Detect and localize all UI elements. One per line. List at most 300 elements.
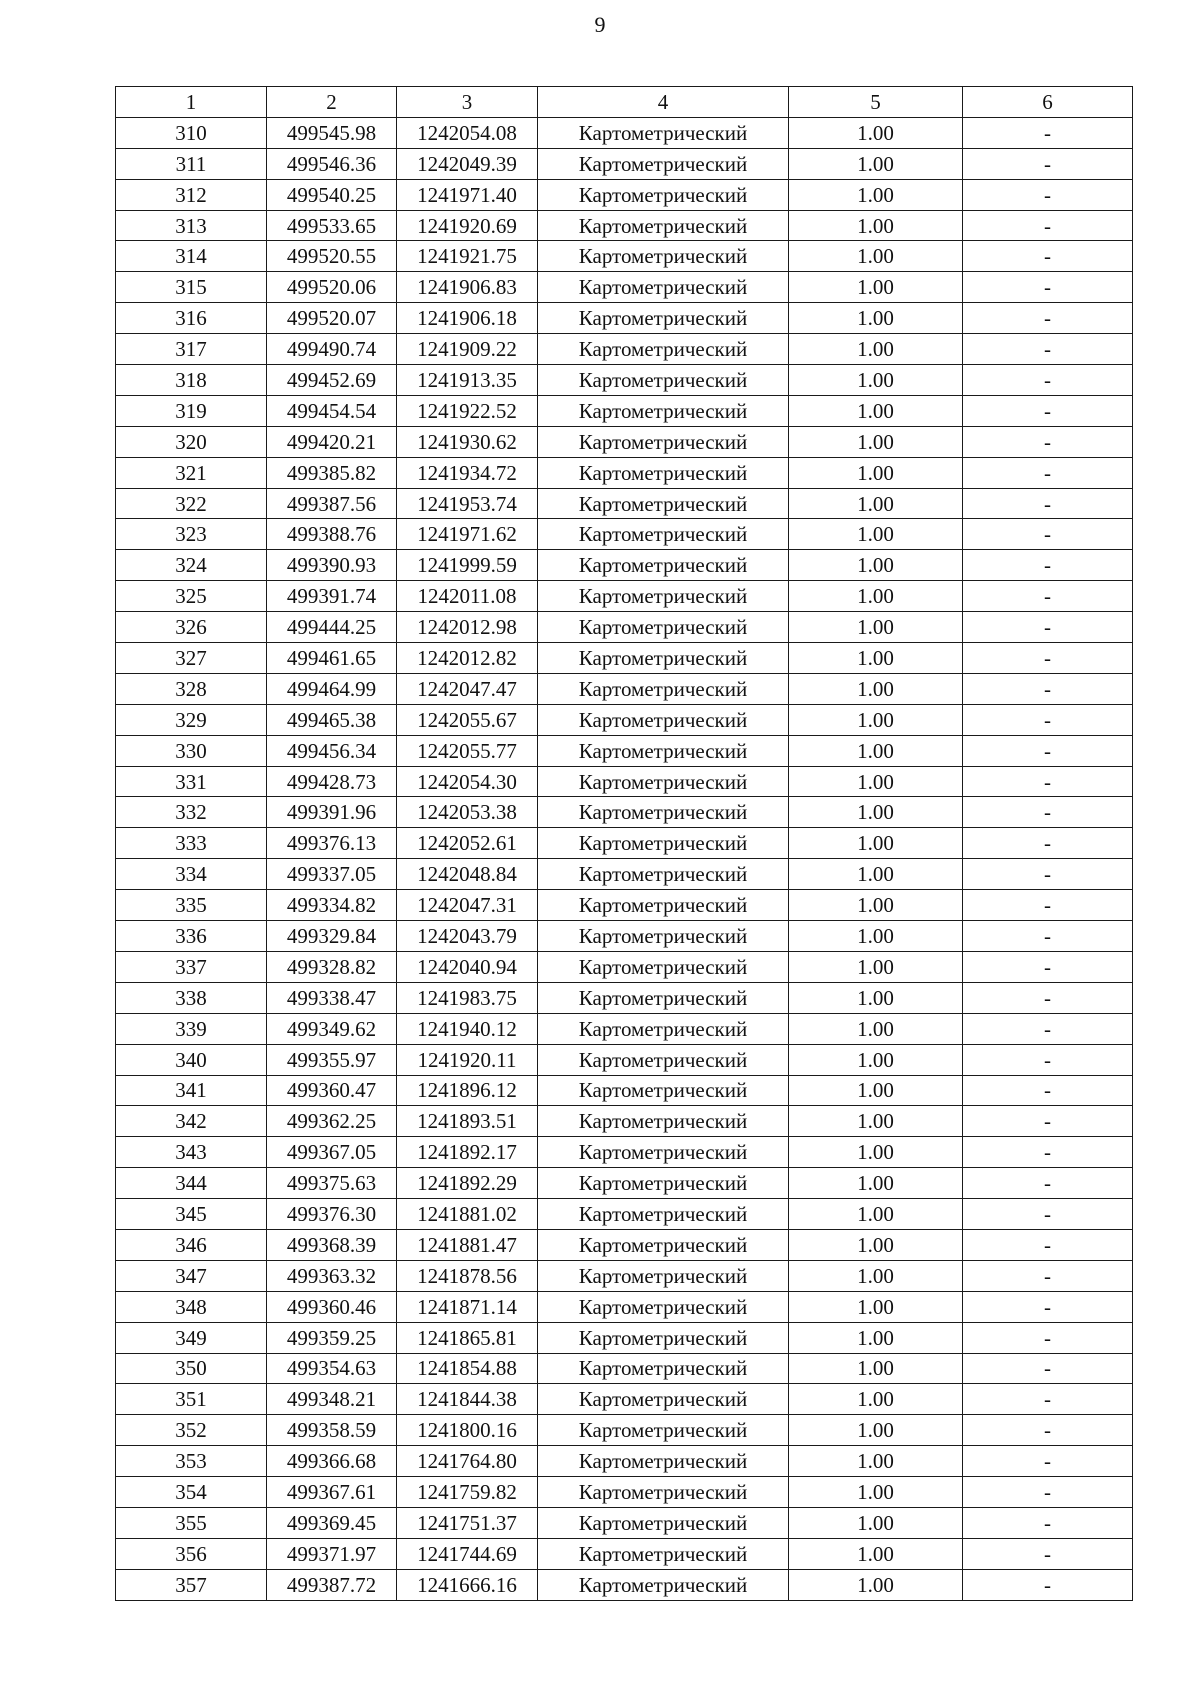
accuracy-cell: 1.00 [789,704,963,735]
column-header-4: 4 [538,87,789,118]
description-cell: - [963,117,1133,148]
table-row [116,673,1133,704]
description-cell: - [963,735,1133,766]
y-coordinate-cell: 1241881.47 [397,1229,538,1260]
accuracy-cell: 1.00 [789,457,963,488]
description-cell: - [963,1137,1133,1168]
description-cell: - [963,1291,1133,1322]
point-number-cell: 330 [116,735,267,766]
method-cell: Картометрический [538,766,789,797]
column-header-3: 3 [397,87,538,118]
x-coordinate-cell: 499329.84 [267,921,397,952]
x-coordinate-cell: 499546.36 [267,148,397,179]
description-cell: - [963,1477,1133,1508]
y-coordinate-cell: 1241921.75 [397,241,538,272]
accuracy-cell: 1.00 [789,1384,963,1415]
y-coordinate-cell: 1241920.11 [397,1044,538,1075]
table-row [116,1569,1133,1600]
accuracy-cell: 1.00 [789,1477,963,1508]
method-cell: Картометрический [538,1538,789,1569]
point-number-cell: 336 [116,921,267,952]
point-number-cell: 344 [116,1168,267,1199]
point-number-cell: 338 [116,982,267,1013]
point-number-cell: 350 [116,1353,267,1384]
point-number-cell: 347 [116,1260,267,1291]
y-coordinate-cell: 1242012.98 [397,612,538,643]
table-row [116,859,1133,890]
method-cell: Картометрический [538,1137,789,1168]
table-row [116,272,1133,303]
description-cell: - [963,1199,1133,1230]
description-cell: - [963,859,1133,890]
point-number-cell: 337 [116,951,267,982]
y-coordinate-cell: 1242043.79 [397,921,538,952]
description-cell: - [963,1106,1133,1137]
description-cell: - [963,1075,1133,1106]
method-cell: Картометрический [538,519,789,550]
point-number-cell: 313 [116,210,267,241]
y-coordinate-cell: 1242012.82 [397,643,538,674]
accuracy-cell: 1.00 [789,117,963,148]
method-cell: Картометрический [538,179,789,210]
table-row [116,951,1133,982]
y-coordinate-cell: 1241854.88 [397,1353,538,1384]
accuracy-cell: 1.00 [789,982,963,1013]
x-coordinate-cell: 499465.38 [267,704,397,735]
y-coordinate-cell: 1241800.16 [397,1415,538,1446]
point-number-cell: 356 [116,1538,267,1569]
y-coordinate-cell: 1241920.69 [397,210,538,241]
table-row [116,1168,1133,1199]
method-cell: Картометрический [538,673,789,704]
method-cell: Картометрический [538,859,789,890]
point-number-cell: 335 [116,890,267,921]
method-cell: Картометрический [538,1291,789,1322]
y-coordinate-cell: 1241940.12 [397,1013,538,1044]
point-number-cell: 328 [116,673,267,704]
description-cell: - [963,581,1133,612]
method-cell: Картометрический [538,1044,789,1075]
description-cell: - [963,921,1133,952]
accuracy-cell: 1.00 [789,951,963,982]
point-number-cell: 341 [116,1075,267,1106]
table-row [116,519,1133,550]
method-cell: Картометрический [538,395,789,426]
description-cell: - [963,210,1133,241]
accuracy-cell: 1.00 [789,735,963,766]
table-row [116,457,1133,488]
y-coordinate-cell: 1241896.12 [397,1075,538,1106]
x-coordinate-cell: 499338.47 [267,982,397,1013]
method-cell: Картометрический [538,1446,789,1477]
accuracy-cell: 1.00 [789,272,963,303]
x-coordinate-cell: 499376.30 [267,1199,397,1230]
accuracy-cell: 1.00 [789,1507,963,1538]
method-cell: Картометрический [538,735,789,766]
description-cell: - [963,1044,1133,1075]
y-coordinate-cell: 1242055.77 [397,735,538,766]
table-row [116,395,1133,426]
x-coordinate-cell: 499376.13 [267,828,397,859]
accuracy-cell: 1.00 [789,1446,963,1477]
description-cell: - [963,519,1133,550]
description-cell: - [963,1260,1133,1291]
x-coordinate-cell: 499391.74 [267,581,397,612]
table-row [116,1507,1133,1538]
y-coordinate-cell: 1241751.37 [397,1507,538,1538]
y-coordinate-cell: 1241871.14 [397,1291,538,1322]
method-cell: Картометрический [538,1013,789,1044]
table-row [116,210,1133,241]
method-cell: Картометрический [538,921,789,952]
x-coordinate-cell: 499428.73 [267,766,397,797]
column-header-6: 6 [963,87,1133,118]
point-number-cell: 314 [116,241,267,272]
point-number-cell: 323 [116,519,267,550]
method-cell: Картометрический [538,1415,789,1446]
table-row [116,1353,1133,1384]
point-number-cell: 353 [116,1446,267,1477]
x-coordinate-cell: 499366.68 [267,1446,397,1477]
method-cell: Картометрический [538,797,789,828]
description-cell: - [963,457,1133,488]
accuracy-cell: 1.00 [789,797,963,828]
point-number-cell: 310 [116,117,267,148]
accuracy-cell: 1.00 [789,1106,963,1137]
description-cell: - [963,1013,1133,1044]
point-number-cell: 324 [116,550,267,581]
y-coordinate-cell: 1242054.08 [397,117,538,148]
table-row [116,1415,1133,1446]
table-row [116,1384,1133,1415]
x-coordinate-cell: 499359.25 [267,1322,397,1353]
method-cell: Картометрический [538,457,789,488]
method-cell: Картометрический [538,1199,789,1230]
y-coordinate-cell: 1241759.82 [397,1477,538,1508]
accuracy-cell: 1.00 [789,673,963,704]
description-cell: - [963,272,1133,303]
description-cell: - [963,766,1133,797]
method-cell: Картометрический [538,550,789,581]
description-cell: - [963,148,1133,179]
x-coordinate-cell: 499337.05 [267,859,397,890]
point-number-cell: 348 [116,1291,267,1322]
method-cell: Картометрический [538,612,789,643]
x-coordinate-cell: 499360.46 [267,1291,397,1322]
description-cell: - [963,334,1133,365]
x-coordinate-cell: 499367.05 [267,1137,397,1168]
x-coordinate-cell: 499533.65 [267,210,397,241]
y-coordinate-cell: 1242055.67 [397,704,538,735]
y-coordinate-cell: 1241666.16 [397,1569,538,1600]
x-coordinate-cell: 499368.39 [267,1229,397,1260]
method-cell: Картометрический [538,334,789,365]
accuracy-cell: 1.00 [789,612,963,643]
x-coordinate-cell: 499369.45 [267,1507,397,1538]
y-coordinate-cell: 1241934.72 [397,457,538,488]
point-number-cell: 322 [116,488,267,519]
table-row [116,1229,1133,1260]
description-cell: - [963,673,1133,704]
table-row [116,148,1133,179]
description-cell: - [963,704,1133,735]
accuracy-cell: 1.00 [789,488,963,519]
x-coordinate-cell: 499388.76 [267,519,397,550]
method-cell: Картометрический [538,488,789,519]
y-coordinate-cell: 1242011.08 [397,581,538,612]
table-row [116,1446,1133,1477]
accuracy-cell: 1.00 [789,859,963,890]
description-cell: - [963,1168,1133,1199]
table-row [116,1260,1133,1291]
x-coordinate-cell: 499520.07 [267,303,397,334]
accuracy-cell: 1.00 [789,395,963,426]
method-cell: Картометрический [538,1106,789,1137]
coordinates-table [115,86,1133,1601]
table-row [116,365,1133,396]
table-row [116,1075,1133,1106]
x-coordinate-cell: 499362.25 [267,1106,397,1137]
method-cell: Картометрический [538,426,789,457]
page-number: 9 [594,12,606,37]
accuracy-cell: 1.00 [789,581,963,612]
point-number-cell: 319 [116,395,267,426]
x-coordinate-cell: 499390.93 [267,550,397,581]
x-coordinate-cell: 499545.98 [267,117,397,148]
table-row [116,1106,1133,1137]
description-cell: - [963,426,1133,457]
point-number-cell: 354 [116,1477,267,1508]
point-number-cell: 326 [116,612,267,643]
description-cell: - [963,1353,1133,1384]
x-coordinate-cell: 499444.25 [267,612,397,643]
point-number-cell: 345 [116,1199,267,1230]
accuracy-cell: 1.00 [789,1538,963,1569]
x-coordinate-cell: 499391.96 [267,797,397,828]
table-row [116,1477,1133,1508]
accuracy-cell: 1.00 [789,1353,963,1384]
method-cell: Картометрический [538,1477,789,1508]
accuracy-cell: 1.00 [789,550,963,581]
accuracy-cell: 1.00 [789,1075,963,1106]
x-coordinate-cell: 499520.55 [267,241,397,272]
method-cell: Картометрический [538,828,789,859]
description-cell: - [963,643,1133,674]
point-number-cell: 327 [116,643,267,674]
y-coordinate-cell: 1241893.51 [397,1106,538,1137]
accuracy-cell: 1.00 [789,828,963,859]
y-coordinate-cell: 1241881.02 [397,1199,538,1230]
point-number-cell: 315 [116,272,267,303]
description-cell: - [963,241,1133,272]
y-coordinate-cell: 1241906.83 [397,272,538,303]
method-cell: Картометрический [538,1075,789,1106]
method-cell: Картометрический [538,241,789,272]
accuracy-cell: 1.00 [789,1322,963,1353]
table-row [116,643,1133,674]
table-header-row [116,87,1133,118]
point-number-cell: 346 [116,1229,267,1260]
description-cell: - [963,1569,1133,1600]
method-cell: Картометрический [538,1229,789,1260]
accuracy-cell: 1.00 [789,921,963,952]
table-row [116,982,1133,1013]
x-coordinate-cell: 499420.21 [267,426,397,457]
y-coordinate-cell: 1242052.61 [397,828,538,859]
point-number-cell: 318 [116,365,267,396]
point-number-cell: 316 [116,303,267,334]
accuracy-cell: 1.00 [789,519,963,550]
x-coordinate-cell: 499452.69 [267,365,397,396]
point-number-cell: 331 [116,766,267,797]
table-row [116,241,1133,272]
table-row [116,179,1133,210]
description-cell: - [963,797,1133,828]
x-coordinate-cell: 499334.82 [267,890,397,921]
method-cell: Картометрический [538,1322,789,1353]
table-row [116,488,1133,519]
accuracy-cell: 1.00 [789,890,963,921]
y-coordinate-cell: 1242047.31 [397,890,538,921]
accuracy-cell: 1.00 [789,1044,963,1075]
description-cell: - [963,303,1133,334]
y-coordinate-cell: 1242047.47 [397,673,538,704]
description-cell: - [963,1415,1133,1446]
table-row [116,890,1133,921]
y-coordinate-cell: 1242049.39 [397,148,538,179]
point-number-cell: 357 [116,1569,267,1600]
y-coordinate-cell: 1241971.62 [397,519,538,550]
accuracy-cell: 1.00 [789,1229,963,1260]
method-cell: Картометрический [538,210,789,241]
table-row [116,766,1133,797]
point-number-cell: 312 [116,179,267,210]
point-number-cell: 333 [116,828,267,859]
point-number-cell: 355 [116,1507,267,1538]
description-cell: - [963,1384,1133,1415]
description-cell: - [963,828,1133,859]
point-number-cell: 332 [116,797,267,828]
description-cell: - [963,1538,1133,1569]
method-cell: Картометрический [538,1569,789,1600]
accuracy-cell: 1.00 [789,334,963,365]
table-row [116,1199,1133,1230]
table-row [116,426,1133,457]
x-coordinate-cell: 499328.82 [267,951,397,982]
point-number-cell: 340 [116,1044,267,1075]
y-coordinate-cell: 1241865.81 [397,1322,538,1353]
y-coordinate-cell: 1241983.75 [397,982,538,1013]
accuracy-cell: 1.00 [789,210,963,241]
x-coordinate-cell: 499464.99 [267,673,397,704]
x-coordinate-cell: 499358.59 [267,1415,397,1446]
point-number-cell: 311 [116,148,267,179]
y-coordinate-cell: 1241878.56 [397,1260,538,1291]
table-row [116,828,1133,859]
x-coordinate-cell: 499371.97 [267,1538,397,1569]
y-coordinate-cell: 1241892.17 [397,1137,538,1168]
point-number-cell: 317 [116,334,267,365]
accuracy-cell: 1.00 [789,643,963,674]
y-coordinate-cell: 1241971.40 [397,179,538,210]
accuracy-cell: 1.00 [789,1569,963,1600]
point-number-cell: 351 [116,1384,267,1415]
x-coordinate-cell: 499387.56 [267,488,397,519]
accuracy-cell: 1.00 [789,1013,963,1044]
method-cell: Картометрический [538,704,789,735]
x-coordinate-cell: 499520.06 [267,272,397,303]
y-coordinate-cell: 1242040.94 [397,951,538,982]
point-number-cell: 325 [116,581,267,612]
table-row [116,1322,1133,1353]
y-coordinate-cell: 1241764.80 [397,1446,538,1477]
x-coordinate-cell: 499360.47 [267,1075,397,1106]
table-row [116,303,1133,334]
table-row [116,334,1133,365]
y-coordinate-cell: 1241930.62 [397,426,538,457]
accuracy-cell: 1.00 [789,426,963,457]
accuracy-cell: 1.00 [789,1168,963,1199]
method-cell: Картометрический [538,1168,789,1199]
table-row [116,550,1133,581]
accuracy-cell: 1.00 [789,766,963,797]
y-coordinate-cell: 1242053.38 [397,797,538,828]
y-coordinate-cell: 1241913.35 [397,365,538,396]
point-number-cell: 339 [116,1013,267,1044]
method-cell: Картометрический [538,951,789,982]
x-coordinate-cell: 499349.62 [267,1013,397,1044]
point-number-cell: 334 [116,859,267,890]
point-number-cell: 329 [116,704,267,735]
method-cell: Картометрический [538,643,789,674]
point-number-cell: 349 [116,1322,267,1353]
column-header-2: 2 [267,87,397,118]
accuracy-cell: 1.00 [789,1260,963,1291]
accuracy-cell: 1.00 [789,303,963,334]
description-cell: - [963,982,1133,1013]
method-cell: Картометрический [538,1507,789,1538]
table-row [116,797,1133,828]
y-coordinate-cell: 1241953.74 [397,488,538,519]
point-number-cell: 352 [116,1415,267,1446]
method-cell: Картометрический [538,117,789,148]
method-cell: Картометрический [538,982,789,1013]
x-coordinate-cell: 499456.34 [267,735,397,766]
x-coordinate-cell: 499367.61 [267,1477,397,1508]
y-coordinate-cell: 1241999.59 [397,550,538,581]
column-header-1: 1 [116,87,267,118]
description-cell: - [963,951,1133,982]
method-cell: Картометрический [538,272,789,303]
accuracy-cell: 1.00 [789,1291,963,1322]
description-cell: - [963,1229,1133,1260]
y-coordinate-cell: 1242054.30 [397,766,538,797]
y-coordinate-cell: 1241844.38 [397,1384,538,1415]
method-cell: Картометрический [538,1260,789,1291]
description-cell: - [963,179,1133,210]
x-coordinate-cell: 499387.72 [267,1569,397,1600]
description-cell: - [963,488,1133,519]
x-coordinate-cell: 499375.63 [267,1168,397,1199]
table-row [116,1291,1133,1322]
description-cell: - [963,365,1133,396]
x-coordinate-cell: 499540.25 [267,179,397,210]
table-row [116,612,1133,643]
table-row [116,1013,1133,1044]
x-coordinate-cell: 499490.74 [267,334,397,365]
description-cell: - [963,890,1133,921]
accuracy-cell: 1.00 [789,241,963,272]
